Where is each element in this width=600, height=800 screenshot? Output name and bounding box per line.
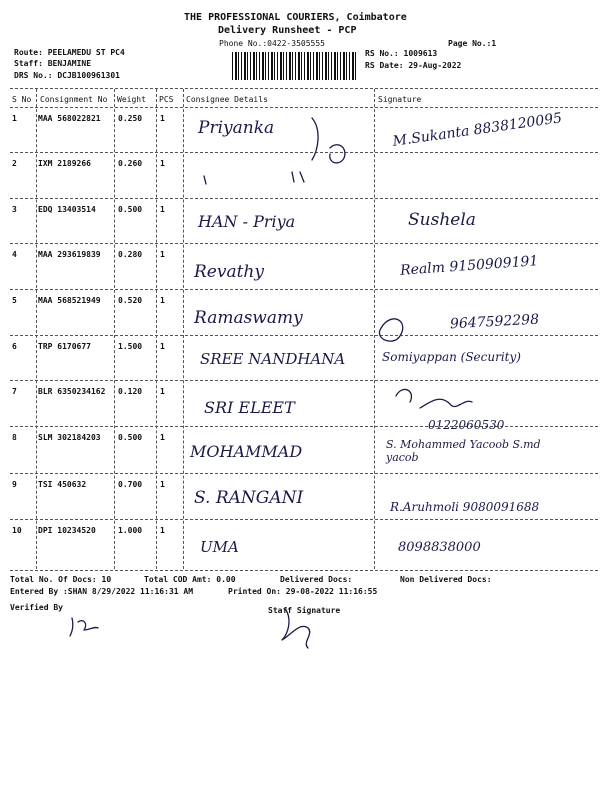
pcs-count: 1 (160, 387, 165, 396)
non-delivered-docs: Non Delivered Docs: (400, 575, 492, 584)
page-number: Page No.:1 (448, 39, 497, 48)
handwritten-consignee: Ramaswamy (194, 308, 303, 328)
consignment-number: IXM 2189266 (38, 159, 91, 168)
consignment-number: EDQ 13403514 (38, 205, 96, 214)
weight-value: 0.500 (118, 205, 143, 214)
consignment-number: SLM 302184203 (38, 433, 101, 442)
serial-number: 3 (12, 205, 17, 214)
handwritten-consignee: UMA (200, 538, 239, 556)
consignment-number: DPI 10234520 (38, 526, 96, 535)
handwritten-consignee: MOHAMMAD (190, 442, 303, 461)
handwritten-signature: Realm 9150909191 (399, 253, 539, 279)
col-pcs: PCS (159, 95, 174, 104)
rs-number: RS No.: 1009613 (365, 49, 438, 58)
serial-number: 2 (12, 159, 17, 168)
handwritten-signature: S. Mohammed Yacoob S.md yacob (386, 438, 541, 464)
rs-date: RS Date: 29-Aug-2022 (365, 61, 462, 70)
consignment-number: TRP 6170677 (38, 342, 91, 351)
weight-value: 0.250 (118, 114, 143, 123)
col-consignment: Consignment No (40, 95, 108, 104)
company-name: THE PROFESSIONAL COURIERS, Coimbatore (184, 12, 407, 23)
weight-value: 0.700 (118, 480, 143, 489)
serial-number: 4 (12, 250, 17, 259)
weight-value: 1.000 (118, 526, 143, 535)
staff-signature: Staff Signature (268, 606, 341, 615)
phone-number: Phone No.:0422-3505555 (219, 39, 325, 48)
total-docs: Total No. Of Docs: 10 (10, 575, 112, 584)
handwritten-signature: M.Sukanta 8838120095 (391, 110, 564, 150)
pcs-count: 1 (160, 342, 165, 351)
serial-number: 7 (12, 387, 17, 396)
drs-number: DRS No.: DCJB100961301 (14, 71, 120, 80)
weight-value: 0.280 (118, 250, 143, 259)
handwritten-signature: R.Aruhmoli 9080091688 (390, 500, 540, 514)
pcs-count: 1 (160, 159, 165, 168)
weight-value: 1.500 (118, 342, 143, 351)
col-consignee: Consignee Details (186, 95, 268, 104)
serial-number: 8 (12, 433, 17, 442)
pcs-count: 1 (160, 114, 165, 123)
handwritten-consignee: SRI ELEET (204, 398, 295, 417)
col-weight: Weight (117, 95, 146, 104)
route-label: Route: PEELAMEDU ST PC4 (14, 48, 125, 57)
consignment-number: MAA 568022821 (38, 114, 101, 123)
handwritten-signature: 8098838000 (398, 540, 481, 555)
handwritten-consignee: HAN - Priya (198, 212, 296, 231)
handwritten-consignee: S. RANGANI (194, 488, 304, 508)
staff-label: Staff: BENJAMINE (14, 59, 92, 68)
weight-value: 0.500 (118, 433, 143, 442)
consignment-number: MAA 293619839 (38, 250, 101, 259)
col-signature: Signature (378, 95, 422, 104)
serial-number: 6 (12, 342, 17, 351)
handwritten-consignee: Priyanka (198, 118, 275, 138)
consignment-number: MAA 568521949 (38, 296, 101, 305)
handwritten-consignee: SREE NANDHANA (200, 350, 346, 368)
handwritten-consignee: Revathy (194, 262, 264, 282)
pcs-count: 1 (160, 433, 165, 442)
pcs-count: 1 (160, 480, 165, 489)
pcs-count: 1 (160, 526, 165, 535)
pcs-count: 1 (160, 296, 165, 305)
handwritten-signature: 0122060530 (428, 418, 505, 432)
serial-number: 10 (12, 526, 22, 535)
handwritten-signature: 9647592298 (449, 311, 540, 333)
pcs-count: 1 (160, 250, 165, 259)
verified-by: Verified By (10, 603, 63, 612)
consignment-number: BLR 6350234162 (38, 387, 106, 396)
weight-value: 0.120 (118, 387, 143, 396)
handwritten-signature: Somiyappan (Security) (382, 350, 521, 364)
weight-value: 0.260 (118, 159, 143, 168)
runsheet-title: Delivery Runsheet - PCP (218, 25, 357, 36)
pcs-count: 1 (160, 205, 165, 214)
consignment-number: TSI 450632 (38, 480, 87, 489)
serial-number: 1 (12, 114, 17, 123)
total-cod: Total COD Amt: 0.00 (144, 575, 236, 584)
delivered-docs: Delivered Docs: (280, 575, 353, 584)
serial-number: 5 (12, 296, 17, 305)
handwritten-signature: Sushela (408, 210, 476, 230)
weight-value: 0.520 (118, 296, 143, 305)
serial-number: 9 (12, 480, 17, 489)
printed-on: Printed On: 29-08-2022 11:16:55 (228, 587, 378, 596)
col-sno: S No (12, 95, 32, 104)
entered-by: Entered By :SHAN 8/29/2022 11:16:31 AM (10, 587, 194, 596)
